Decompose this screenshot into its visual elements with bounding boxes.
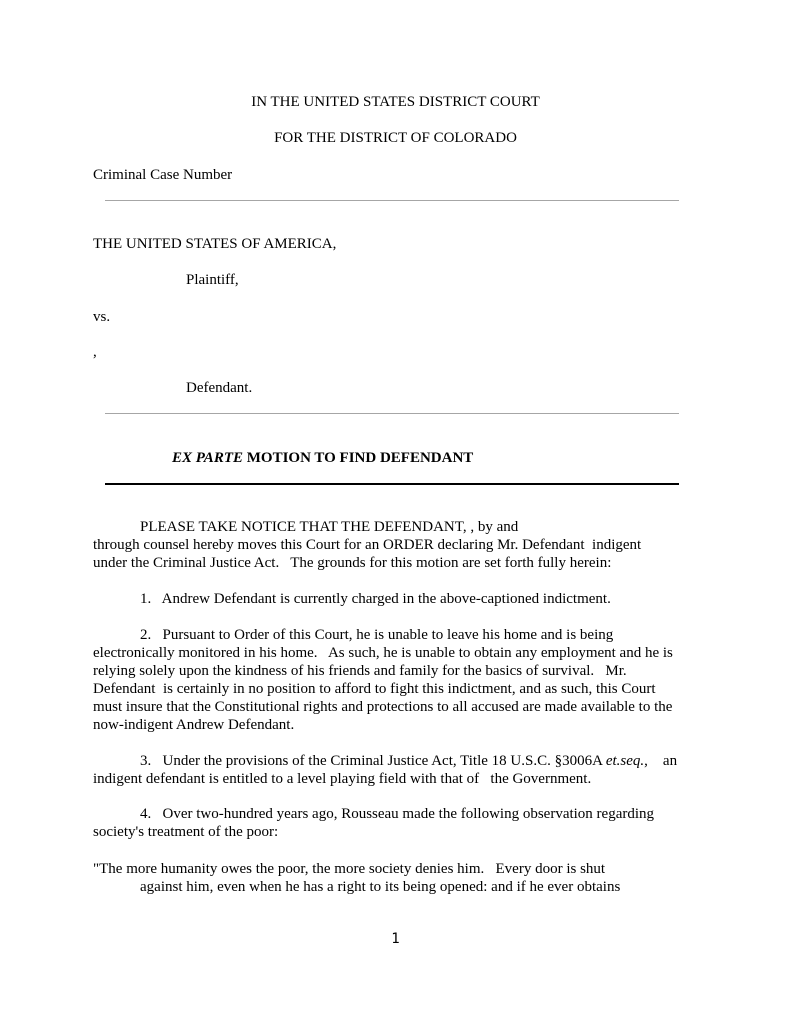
- paragraph-3-text: 3. Under the provisions of the Criminal Justice Act, Title 18 U.S.C. §3006A: [140, 753, 606, 769]
- paragraph-2-line: electronically monitored in his home. As such, he is unable to obtain any employment and he is: [93, 645, 673, 661]
- paragraph-3-citation: et.seq.: [605, 753, 645, 769]
- plaintiff-name: THE UNITED STATES OF AMERICA,: [93, 236, 337, 252]
- paragraph-3-text-end: , an: [644, 753, 678, 769]
- paragraph-2-line: must insure that the Constitutional rights and protections to all accused are made available to the: [93, 699, 673, 715]
- paragraph-2-line: now-indigent Andrew Defendant.: [93, 717, 295, 733]
- page-number: 1: [391, 931, 400, 947]
- intro-line: through counsel hereby moves this Court for an ORDER declaring Mr. Defendant indigent: [93, 537, 642, 553]
- paragraph-4-line: 4. Over two-hundred years ago, Rousseau made the following observation regarding: [140, 806, 655, 822]
- defendant-role: Defendant.: [186, 380, 253, 396]
- court-district: FOR THE DISTRICT OF COLORADO: [274, 130, 517, 146]
- court-name: IN THE UNITED STATES DISTRICT COURT: [251, 94, 540, 110]
- caption-divider-top: [105, 200, 679, 201]
- title-underline: [105, 483, 679, 485]
- caption-divider-bottom: [105, 413, 679, 414]
- case-number-label: Criminal Case Number: [93, 167, 233, 183]
- intro-line: PLEASE TAKE NOTICE THAT THE DEFENDANT, , by and: [140, 519, 519, 535]
- paragraph-1: 1. Andrew Defendant is currently charged in the above-captioned indictment.: [140, 591, 611, 607]
- motion-title-rest: MOTION TO FIND DEFENDANT: [243, 450, 474, 466]
- paragraph-3-line: indigent defendant is entitled to a level playing field with that of the Government.: [93, 771, 592, 787]
- defendant-name: ,: [93, 344, 97, 360]
- paragraph-2-line: relying solely upon the kindness of his friends and family for the basics of survival. Mr.: [93, 663, 627, 679]
- paragraph-2-line: Defendant is certainly in no position to afford to fight this indictment, and as such, this Court: [93, 681, 656, 697]
- paragraph-3-line: [140, 752, 677, 770]
- paragraph-4-line: society's treatment of the poor:: [93, 824, 279, 840]
- quote-line: against him, even when he has a right to its being opened: and if he ever obtains: [140, 879, 621, 895]
- motion-title: [172, 449, 473, 467]
- paragraph-2-line: 2. Pursuant to Order of this Court, he is unable to leave his home and is being: [140, 627, 614, 643]
- plaintiff-role: Plaintiff,: [186, 272, 239, 288]
- intro-line: under the Criminal Justice Act. The grounds for this motion are set forth fully herein:: [93, 555, 612, 571]
- quote-line: "The more humanity owes the poor, the more society denies him. Every door is shut: [93, 861, 606, 877]
- versus-label: vs.: [93, 309, 111, 325]
- motion-title-italic: EX PARTE: [172, 450, 243, 466]
